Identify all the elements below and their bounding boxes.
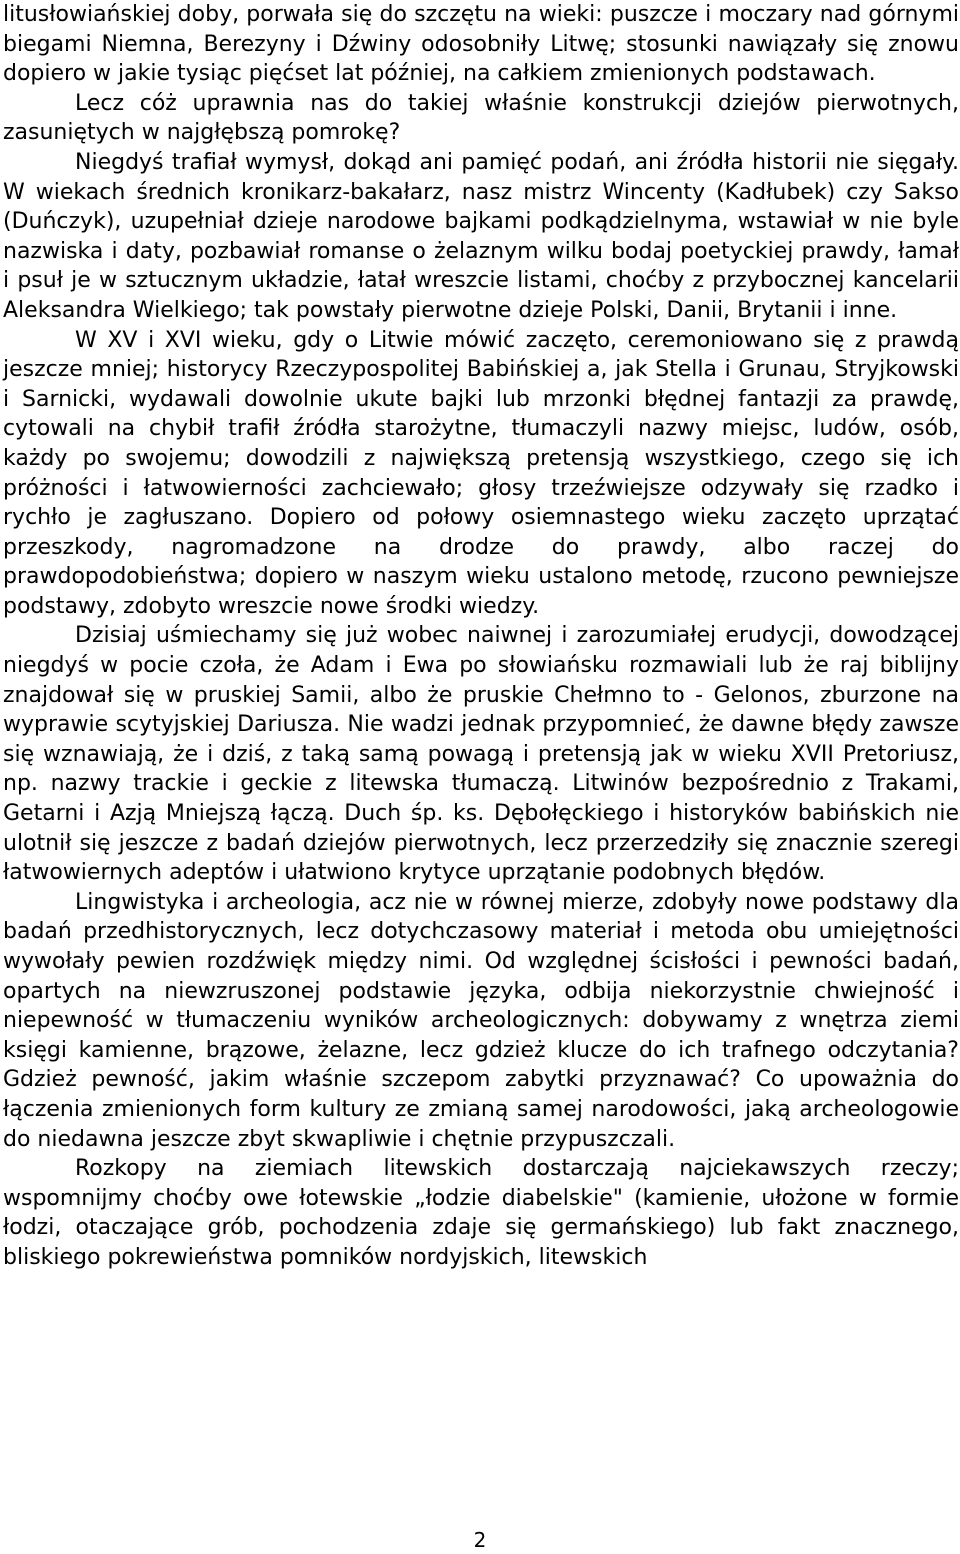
paragraph: Lingwistyka i archeologia, acz nie w równej mierze, zdobyły nowe podstawy dla badań przedhistorycznych, lecz dotychczasowy materiał i metoda obu umiejętności wywołały pewien rozdźwięk między nimi. Od względnej ścisłości i pewności badań, opartych na niewzruszonej podstawie języka, odbija niekorzystnie chwiejność i niepewność w tłumaczeniu wyników archeologicznych: dobywamy z wnętrza ziemi księgi kamienne, brązowe, żelazne, lecz gdzież klucze do ich trafnego odczytania? Gdzież pewność, jakim właśnie szczepom zabytki przyznawać? Co upoważnia do łączenia zmienionych form kultury ze zmianą samej narodowości, jaką archeologowie do niedawna jeszcze zbyt skwapliwie i chętnie przypuszczali. bbox=[3, 889, 959, 1152]
document-page bbox=[3, 0, 959, 1273]
page-number: 2 bbox=[473, 1528, 487, 1552]
paragraph: Dzisiaj uśmiechamy się już wobec naiwnej i zarozumiałej erudycji, dowodzącej niegdyś w pocie czoła, że Adam i Ewa po słowiańsku rozmawiali lub że raj biblijny znajdował się w pruskiej Samii, albo że pruskie Chełmno to - Gelonos, zburzone na wyprawie scytyjskiej Dariusza. Nie wadzi jednak przypomnieć, że dawne błędy zawsze się wznawiają, że i dziś, z taką samą powagą i pretensją jak w wieku XVII Pretoriusz, np. nazwy trackie i geckie z litewska tłumaczą. Litwinów bezpośrednio z Trakami, Getarni i Azją Mniejszą łączą. Duch śp. ks. Dębołęckiego i historyków babińskich nie ulotnił się jeszcze z badań dziejów pierwotnych, lecz przerzedziły się znacznie szeregi łatwowiernych adeptów i ułatwiono krytyce uprzątanie podobnych błędów. bbox=[3, 623, 959, 886]
paragraph: Lecz cóż uprawnia nas do takiej właśnie konstrukcji dziejów pierwotnych, zasuniętych w najgłębszą pomrokę? bbox=[3, 90, 959, 146]
paragraph: litusłowiańskiej doby, porwała się do szczętu na wieki: puszcze i moczary nad górnymi biegami Niemna, Berezyny i Dźwiny odosobniły Litwę; stosunki nawiązały się znowu dopiero w jakie tysiąc pięćset lat później, na całkiem zmienionych podstawach. bbox=[3, 2, 959, 87]
paragraph: W XV i XVI wieku, gdy o Litwie mówić zaczęto, ceremoniowano się z prawdą jeszcze mniej; historycy Rzeczypospolitej Babińskiej a, jak Stella i Grunau, Stryjkowski i Sarnicki, wydawali dowolnie ukute bajki lub mrzonki błędnej fantazji za prawdę, cytowali na chybił trafił źródła starożytne, tłumaczyli nazwy miejsc, ludów, osób, każdy po swojemu; dowodzili z największą pretensją wszystkiego, czego się ich próżności i łatwowierności zachciewało; głosy trzeźwiejsze odzywały się rzadko i rychło je zagłuszano. Dopiero od połowy osiemnastego wieku zaczęto uprzątać przeszkody, nagromadzone na drodze do prawdy, albo raczej do prawdopodobieństwa; dopiero w naszym wieku ustalono metodę, rzucono pewniejsze podstawy, zdobyto wreszcie nowe środki wiedzy. bbox=[3, 327, 959, 619]
paragraph: Rozkopy na ziemiach litewskich dostarczają najciekawszych rzeczy; wspomnijmy choćby owe łotewskie „łodzie diabelskie" (kamienie, ułożone w formie łodzi, otaczające grób, pochodzenia zdaje się germańskiego) lub fakt znacznego, bliskiego pokrewieństwa pomników nordyjskich, litewskich bbox=[3, 1156, 959, 1270]
paragraph: Niegdyś trafiał wymysł, dokąd ani pamięć podań, ani źródła historii nie sięgały. W wiekach średnich kronikarz-bakałarz, nasz mistrz Wincenty (Kadłubek) czy Sakso (Duńczyk), uzupełniał dzieje narodowe bajkami podkądzielnyma, wstawiał w nie byle nazwiska i daty, pozbawiał romanse o żelaznym wilku bodaj poetyckiej prawdy, łamał i psuł je w sztucznym układzie, łatał wreszcie listami, choćby z przybocznej kancelarii Aleksandra Wielkiego; tak powstały pierwotne dzieje Polski, Danii, Brytanii i inne. bbox=[3, 149, 959, 323]
